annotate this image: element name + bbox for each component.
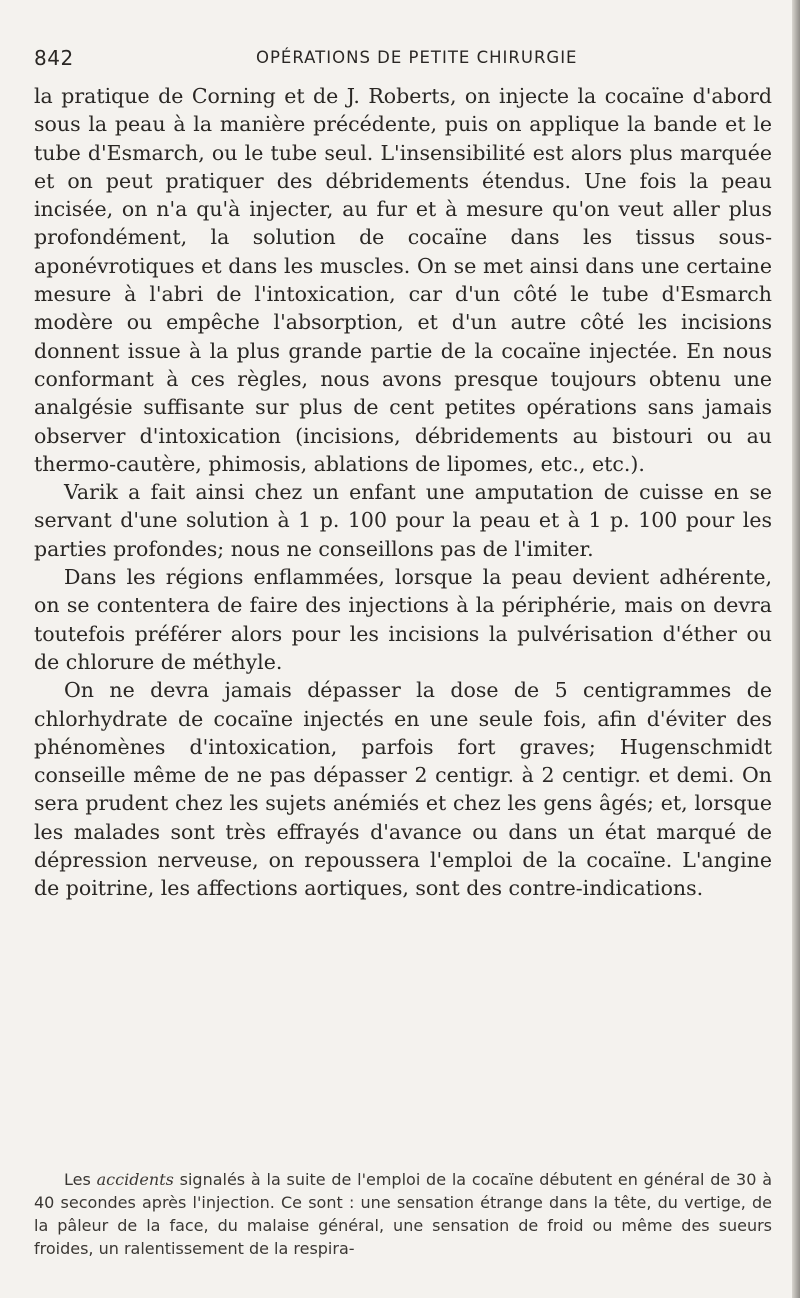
paragraph-varik: Varik a fait ainsi chez un enfant une amputation de cuisse en se servant d'une solution à 1 p. 100 pour la peau et à 1 p. 100 pour les parties profondes; nous ne conseillons pas de l'imiter.	[34, 480, 772, 561]
main-text	[34, 82, 772, 903]
accidents-term: accidents	[96, 1170, 174, 1189]
running-title: OPÉRATIONS DE PETITE CHIRURGIE	[256, 48, 578, 67]
small-print-rest: signalés à la suite de l'emploi de la cocaïne débutent en général de 30 à 40 secondes après l'injection. Ce sont : une sensation étrange dans la tête, du vertige, de la pâleur de la face, du malaise général, une sensation de froid ou même des sueurs froides, un ralentissement de la respira-	[34, 1170, 773, 1258]
page-number: 842	[34, 46, 74, 70]
paragraph-regions-enflammees: Dans les régions enflammées, lorsque la peau devient adhérente, on se contentera de faire des injections à la périphérie, mais on devra toutefois préférer alors pour les incisions la pulvérisation d'éther ou de chlorure de méthyle.	[34, 565, 772, 674]
small-print-paragraph-accidents	[34, 1168, 772, 1260]
page-header	[34, 6, 774, 76]
paragraph-dose: On ne devra jamais dépasser la dose de 5 centigrammes de chlorhydrate de cocaïne injectés en une seule fois, afin d'éviter des phénomènes d'intoxication, parfois fort graves; Hugenschmidt conseille même de ne pas dépasser 2 centigr. à 2 centigr. et demi. On sera prudent chez les sujets anémiés et chez les gens âgés; et, lorsque les malades sont très effrayés d'avance ou dans un état marqué de dépression nerveuse, on repoussera l'emploi de la cocaïne. L'angine de poitrine, les affections aortiques, sont des contre-indications.	[34, 678, 772, 901]
paragraph-continued: la pratique de Corning et de J. Roberts, on injecte la cocaïne d'abord sous la peau à la manière précédente, puis on applique la bande et le tube d'Esmarch, ou le tube seul. L'insensibilité est alors plus marquée et on peut pratiquer des débridements étendus. Une fois la peau incisée, on n'a qu'à injecter, au fur et à mesure qu'on veut aller plus profondément, la solution de cocaïne dans les tissus sous-aponévrotiques et dans les muscles. On se met ainsi dans une certaine mesure à l'abri de l'intoxication, car d'un côté le tube d'Esmarch modère ou empêche l'absorption, et d'un autre côté les incisions donnent issue à la plus grande partie de la cocaïne injectée. En nous conformant à ces règles, nous avons presque toujours obtenu une analgésie suffisante sur plus de cent petites opérations sans jamais observer d'intoxication (incisions, débridements au bistouri ou au thermo-cautère, phimosis, ablations de lipomes, etc., etc.).	[34, 84, 772, 476]
small-print-lead: Les	[64, 1170, 97, 1189]
page-edge	[792, 0, 800, 1298]
